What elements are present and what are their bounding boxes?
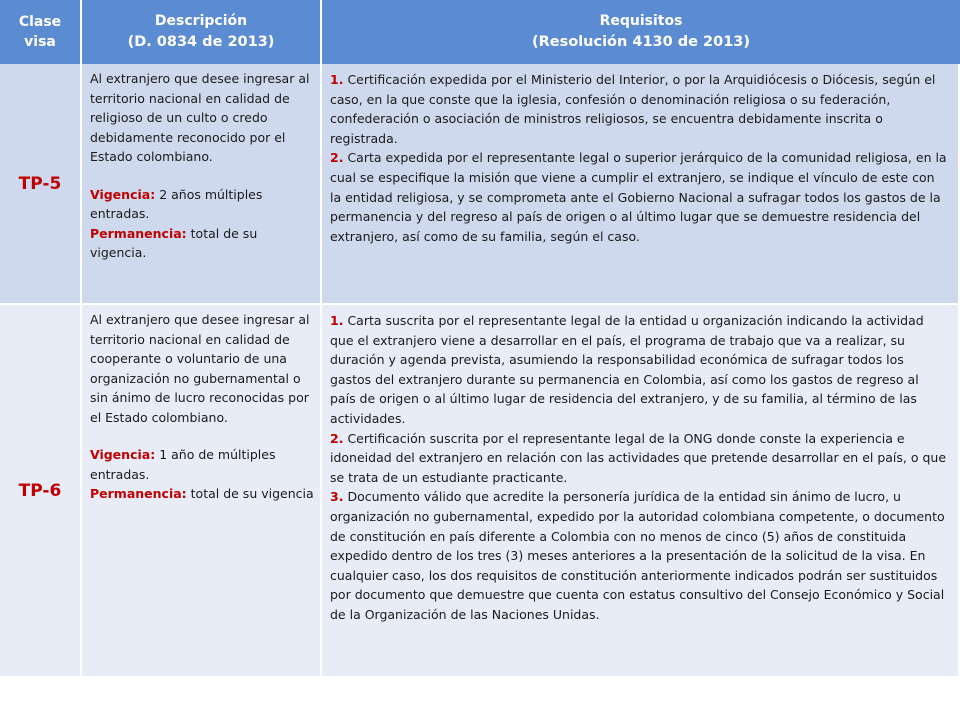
vigencia-label: Vigencia:: [90, 447, 156, 462]
permanencia-value: total de su vigencia: [190, 486, 314, 501]
permanencia-label: Permanencia:: [90, 486, 187, 501]
visa-code: TP-5: [18, 173, 62, 194]
vigencia-line: [90, 445, 314, 484]
permanencia-line: [90, 224, 314, 263]
requirement-number: 1.: [330, 313, 344, 328]
permanencia-value: total de su vigencia.: [90, 225, 258, 260]
vigencia-label: Vigencia:: [90, 186, 156, 202]
header-requisitos: [322, 0, 960, 64]
requirement-item: [330, 487, 948, 624]
requirement-text: Carta suscrita por el representante legal de la entidad u organización indicando la actividad que el extranjero viene a desarrollar en el país, el programa de trabajo que va a realizar, su duración y agenda prevista, asumiendo la responsabilidad económica de sufragar todos los gastos del extranjero durante su permanencia en Colombia, así como los gastos de regreso al país de origen o al último lugar de residencia del extranjero, y de su familia, al término de las actividades.: [330, 313, 924, 426]
visa-code: TP-6: [18, 480, 62, 501]
vigencia-value: 1 año de múltiples entradas.: [90, 447, 276, 482]
permanencia-label: Permanencia:: [90, 225, 187, 241]
header-col3-line1: Requisitos: [599, 13, 683, 29]
requirement-text: Documento válido que acredite la personería jurídica de la entidad sin ánimo de lucro, u organización no gubernamental, expedido por la autoridad colombiana competente, o documento de constitución en país diferente a Colombia con no menos de cinco (5) años de constituida expedido dentro de los tres (3) meses anteriores a la presentación de la solicitud de la visa. En cualquier caso, los dos requisitos de constitución anteriormente indicados podrán ser sustituidos por documento que demuestre que cuenta con estatus consultivo del Consejo Económico y Social de la Organización de las Naciones Unidas.: [330, 489, 945, 622]
header-col1-line1: Clase: [18, 14, 62, 30]
vigencia-line: [90, 185, 314, 224]
header-col3-line2: (Resolución 4130 de 2013): [531, 34, 751, 50]
requirement-item: [330, 429, 948, 488]
table-row-code: [0, 305, 82, 678]
requirement-item: [330, 70, 948, 148]
vigencia-value: 2 años múltiples entradas.: [90, 186, 263, 221]
requirement-text: Certificación suscrita por el representante legal de la ONG donde conste la experiencia e idoneidad del extranjero en relación con las actividades que pretende desarrollar en el país, o que se trata de un estudiante practicante.: [330, 430, 947, 485]
permanencia-line: [90, 484, 314, 504]
table-row-code: [0, 64, 82, 305]
header-clase-visa: [0, 0, 82, 64]
header-col1-line2: visa: [24, 34, 56, 50]
requirement-number: 3.: [330, 489, 344, 505]
table-row-description: [82, 305, 322, 678]
requirement-number: 2.: [330, 150, 344, 166]
requirement-item: [330, 311, 948, 429]
table-row-requirements: [322, 305, 960, 678]
description-text: Al extranjero que desee ingresar al territorio nacional en calidad de religioso de un culto o credo debidamente reconocido por el Estado colombiano.: [90, 71, 310, 164]
requirement-number: 1.: [330, 72, 344, 87]
description-text: Al extranjero que desee ingresar al territorio nacional en calidad de cooperante o voluntario de una organización no gubernamental o sin ánimo de lucro reconocidas por el Estado colombiano.: [90, 312, 310, 425]
header-descripcion: [82, 0, 322, 64]
requirement-text: Certificación expedida por el Ministerio del Interior, o por la Arquidiócesis o Diócesis, según el caso, en la que conste que la iglesia, confesión o denominación religiosa o su federación, confederación o asociación de ministros religiosos, se encuentra debidamente inscrita o registrada.: [330, 72, 936, 146]
requirement-item: [330, 148, 948, 246]
header-col2-line1: Descripción: [154, 13, 248, 29]
requirement-number: 2.: [330, 430, 344, 446]
requirement-text: Carta expedida por el representante legal o superior jerárquico de la comunidad religiosa, en la cual se especifique la misión que viene a cumplir el extranjero, se indique el vínculo de este con la entidad religiosa, y se comprometa ante el Gobierno Nacional a sufragar todos los gastos de la permanencia y del regreso al país de origen o al último lugar que se demuestre residencia del extranjero, así como de su familia, según el caso.: [330, 150, 947, 244]
table-row-requirements: [322, 64, 960, 305]
table-row-description: [82, 64, 322, 305]
header-col2-line2: (D. 0834 de 2013): [127, 34, 275, 50]
